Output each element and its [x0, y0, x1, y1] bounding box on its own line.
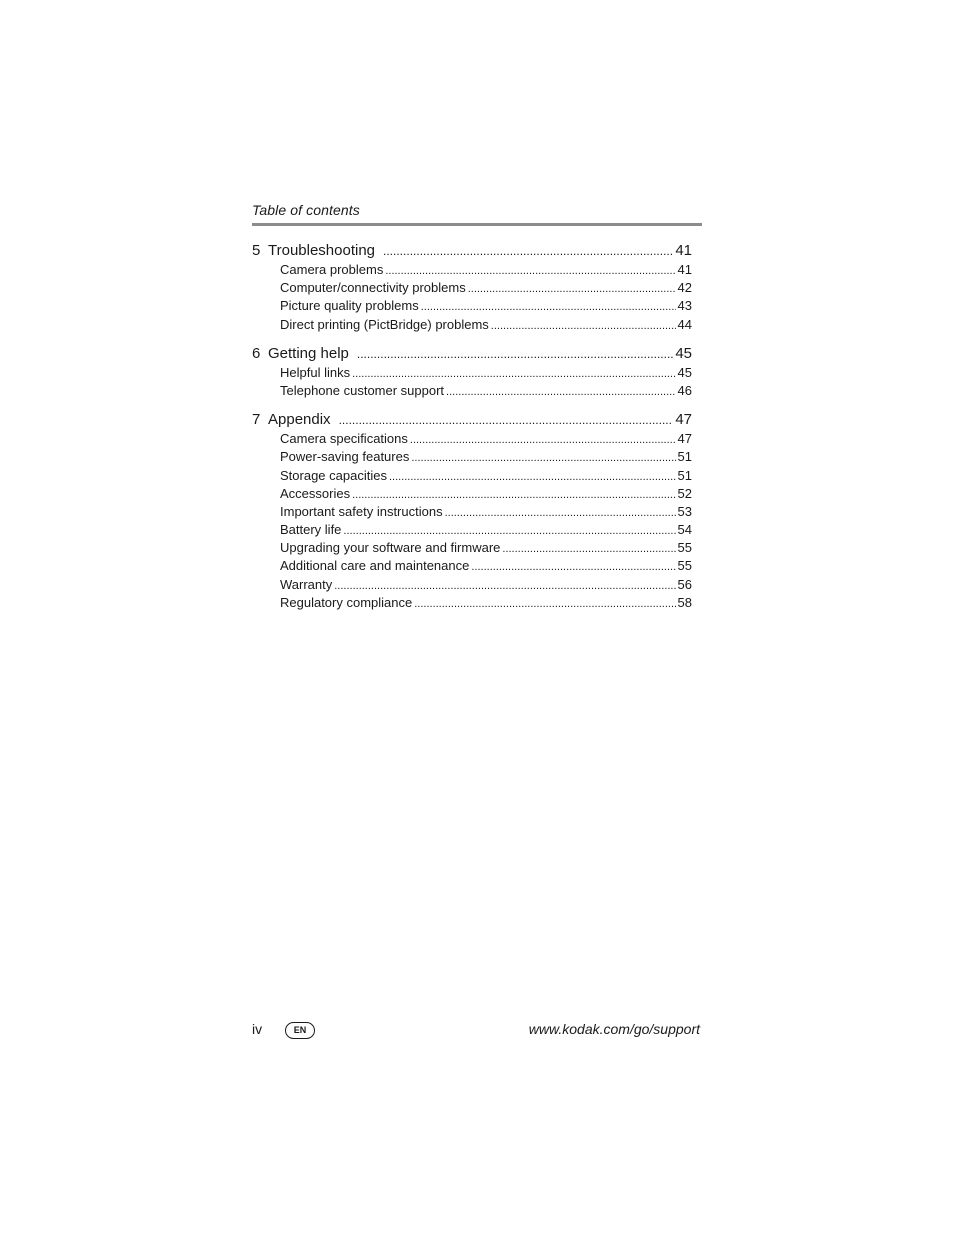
entry-title: Direct printing (PictBridge) problems: [280, 316, 489, 332]
chapter-number: 6: [252, 344, 261, 362]
dot-leader: [343, 522, 675, 540]
dot-leader: [414, 595, 675, 613]
chapter-page-number: 41: [675, 242, 692, 259]
entry-page-number: 58: [677, 594, 692, 610]
header-divider: [252, 223, 702, 226]
entry-page-number: 51: [677, 449, 692, 465]
dot-leader: [411, 449, 675, 467]
toc-chapter-7: [252, 410, 692, 612]
entry-title: Camera problems: [280, 262, 384, 277]
toc-entry[interactable]: [252, 316, 692, 334]
entry-title: Upgrading your software and firmware: [280, 540, 501, 556]
entry-title: Computer/connectivity problems: [280, 280, 466, 296]
toc-entry[interactable]: [252, 594, 692, 612]
toc-chapter-row[interactable]: [252, 241, 692, 261]
entry-title: Additional care and maintenance: [280, 558, 470, 574]
toc-entry[interactable]: [252, 279, 692, 297]
entry-page-number: 41: [677, 262, 692, 277]
dot-leader: [352, 365, 675, 383]
entry-title: Picture quality problems: [280, 298, 419, 314]
chapter-title: Getting help: [268, 344, 349, 362]
toc-chapter-row[interactable]: [252, 344, 692, 364]
toc-chapter-row[interactable]: [252, 410, 692, 430]
dot-leader: [468, 280, 676, 298]
entry-page-number: 55: [677, 540, 692, 556]
entry-page-number: 53: [677, 503, 692, 519]
dot-leader: [491, 317, 676, 335]
entry-page-number: 47: [677, 431, 692, 447]
toc-entry[interactable]: [252, 382, 692, 400]
chapter-page-number: 47: [675, 411, 692, 429]
dot-leader: [334, 577, 675, 595]
entry-page-number: 44: [677, 316, 692, 332]
entry-page-number: 43: [677, 298, 692, 314]
entry-page-number: 42: [677, 280, 692, 296]
dot-leader: [357, 344, 673, 364]
entry-title: Accessories: [280, 485, 351, 501]
entry-page-number: 56: [677, 576, 692, 592]
toc-entry[interactable]: [252, 539, 692, 557]
dot-leader: [446, 383, 675, 401]
entry-title: Camera specifications: [280, 431, 408, 447]
entry-title: Storage capacities: [280, 467, 387, 483]
dot-leader: [410, 431, 676, 449]
entry-title: Power-saving features: [280, 449, 410, 465]
page-header-title: Table of contents: [252, 202, 360, 218]
chapter-title: Appendix: [268, 411, 331, 429]
entry-page-number: 55: [677, 558, 692, 574]
toc-entry[interactable]: [252, 503, 692, 521]
dot-leader: [383, 241, 673, 261]
entry-title: Helpful links: [280, 364, 351, 380]
footer-page-number: iv: [252, 1021, 263, 1037]
entry-title: Battery life: [280, 522, 342, 538]
dot-leader: [471, 558, 675, 576]
dot-leader: [352, 486, 675, 504]
toc-chapter-6: [252, 344, 692, 400]
table-of-contents: [252, 241, 692, 622]
toc-entry[interactable]: [252, 261, 692, 279]
language-badge: EN: [285, 1022, 315, 1039]
toc-chapter-5: [252, 241, 692, 334]
entry-title: Regulatory compliance: [280, 594, 413, 610]
entry-page-number: 51: [677, 467, 692, 483]
entry-page-number: 45: [677, 364, 692, 380]
chapter-page-number: 45: [675, 344, 692, 362]
chapter-title: Troubleshooting: [268, 242, 376, 259]
dot-leader: [421, 298, 676, 316]
chapter-label: [252, 241, 375, 261]
toc-entry[interactable]: [252, 430, 692, 448]
toc-entry[interactable]: [252, 448, 692, 466]
chapter-number: 7: [252, 411, 261, 429]
toc-entry[interactable]: [252, 521, 692, 539]
chapter-label: [252, 344, 349, 364]
toc-entry[interactable]: [252, 557, 692, 575]
toc-entry[interactable]: [252, 576, 692, 594]
toc-entry[interactable]: [252, 485, 692, 503]
dot-leader: [339, 410, 674, 430]
chapter-number: 5: [252, 242, 261, 259]
dot-leader: [502, 540, 675, 558]
entry-page-number: 46: [677, 382, 692, 398]
toc-entry[interactable]: [252, 297, 692, 315]
toc-entry[interactable]: [252, 467, 692, 485]
entry-page-number: 54: [677, 522, 692, 538]
support-url-link[interactable]: www.kodak.com/go/support: [528, 1021, 700, 1037]
entry-title: Important safety instructions: [280, 503, 443, 519]
entry-title: Warranty: [280, 576, 333, 592]
toc-entry[interactable]: [252, 364, 692, 382]
dot-leader: [389, 468, 676, 486]
entry-title: Telephone customer support: [280, 382, 445, 398]
dot-leader: [445, 504, 676, 522]
entry-page-number: 52: [677, 485, 692, 501]
dot-leader: [385, 262, 675, 280]
chapter-label: [252, 410, 331, 430]
